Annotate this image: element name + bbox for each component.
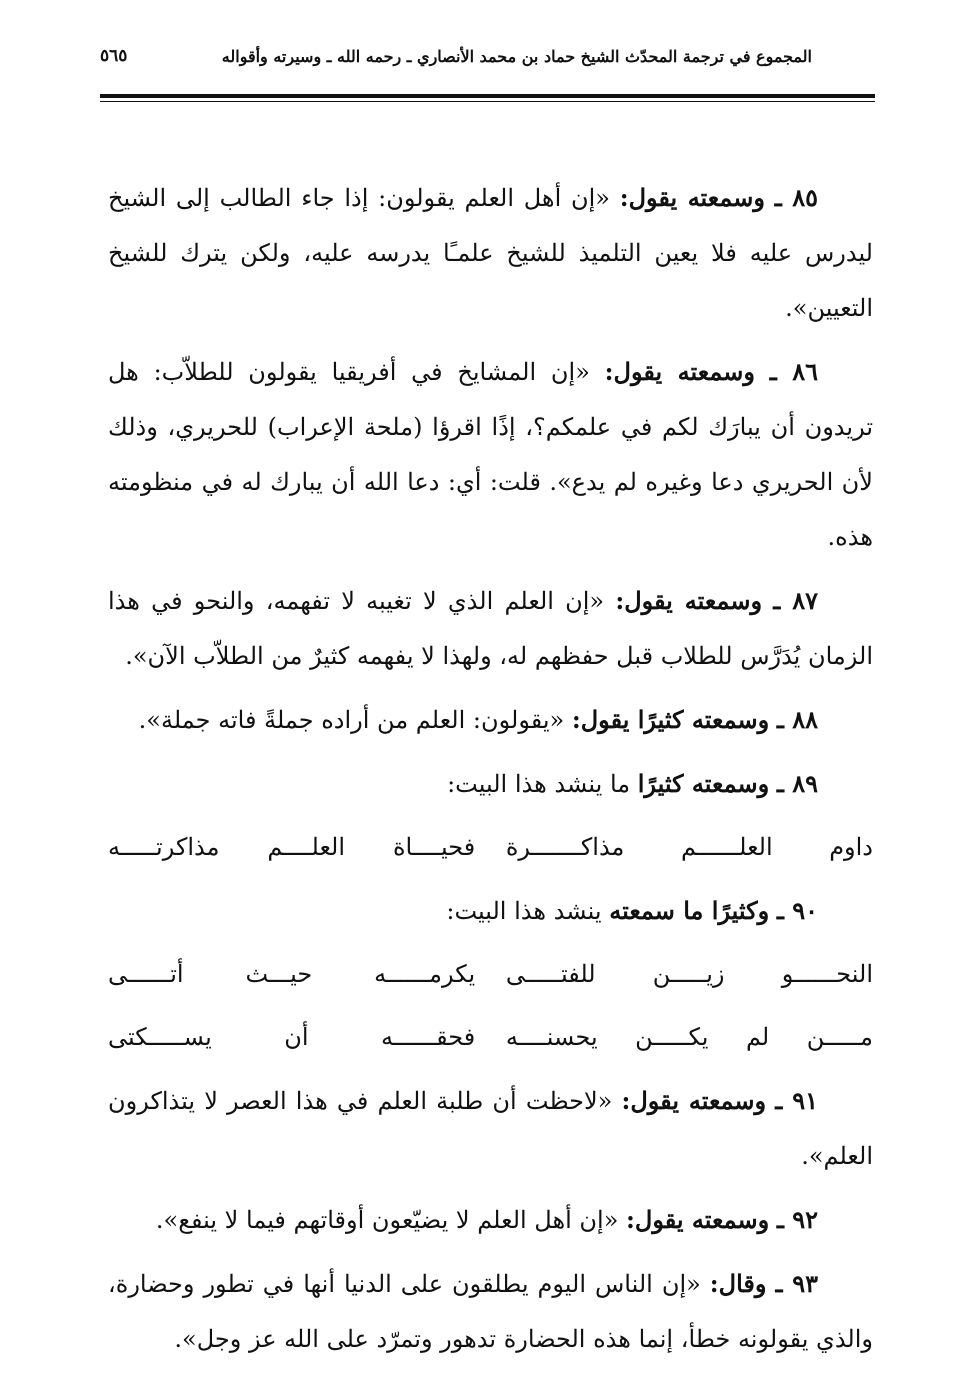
item-lead: وسمعته كثيرًا	[637, 769, 770, 798]
item-lead: وسمعته يقول:	[615, 586, 763, 615]
item-text: «إن الناس اليوم يطلقون على الدنيا أنها في تطور وحضارة، والذي يقولونه خطأ، إنما هذه الحضارة تدهور وتمرّد على الله عز وجل».	[108, 1270, 873, 1353]
verse-line	[108, 820, 873, 875]
paragraph-88	[108, 692, 873, 748]
item-number: ٨٦ ـ	[769, 357, 818, 386]
verse-line	[108, 947, 873, 1002]
item-number: ٩٣ ـ	[775, 1269, 818, 1298]
header-rule-thin	[100, 101, 875, 102]
item-lead: وسمعته يقول:	[621, 1086, 767, 1115]
item-lead: وسمعته يقول:	[619, 183, 765, 212]
item-lead: وسمعته يقول:	[604, 357, 755, 386]
paragraph-87	[108, 573, 873, 684]
item-text: «يقولون: العلم من أراده جملةً فاته جملة».	[138, 706, 572, 734]
item-text: «إن المشايخ في أفريقيا يقولون للطلاّب: هل تريدون أن يبارَك لكم في علمكم؟، إذًا اقرؤا (ملحة الإعراب) للحريري، وذلك لأن الحريري دعا وغيره لم يدع». قلت: أي: دعا الله أن يبارك له في منظومته هذه.	[108, 358, 873, 551]
verse-hemistich-second: يكرمــــــه حيـــث أتــــــى	[108, 960, 476, 988]
paragraph-85	[108, 170, 873, 336]
paragraph-86	[108, 344, 873, 565]
verse-hemistich-first: داوم العلــــــم مذاكـــــــرة	[505, 833, 873, 861]
verse-hemistich-second: فحيــــاة العلــــم مذاكرتـــــه	[108, 833, 476, 861]
item-number: ٩٢ ـ	[776, 1205, 818, 1234]
item-text: «إن أهل العلم لا يضيّعون أوقاتهم فيما لا ينفع».	[155, 1206, 627, 1234]
paragraph-92	[108, 1192, 873, 1248]
verse-line	[108, 1010, 873, 1065]
item-number: ٨٨ ـ	[776, 705, 818, 734]
running-header	[100, 38, 812, 74]
item-text: «إن أهل العلم يقولون: إذا جاء الطالب إلى الشيخ ليدرس عليه فلا يعين التلميذ للشيخ علمـًا يدرسه عليه، ولكن يترك للشيخ التعيين».	[108, 184, 873, 322]
page-number: ٥٦٥	[100, 46, 128, 66]
running-title: المجموع في ترجمة المحدّث الشيخ حماد بن محمد الأنصاري ـ رحمه الله ـ وسيرته وأقواله	[221, 46, 812, 66]
page-body	[108, 170, 873, 1375]
item-number: ٨٥ ـ	[774, 183, 818, 212]
item-lead: وسمعته كثيرًا يقول:	[571, 705, 770, 734]
item-number: ٩٠ ـ	[776, 896, 818, 925]
item-text: «إن العلم الذي لا تغيبه لا تفهمه، والنحو في هذا الزمان يُدَرَّس للطلاب قبل حفظهم له، ولهذا لا يفهمه كثيرٌ من الطلاّب الآن».	[108, 587, 873, 670]
item-text: ما ينشد هذا البيت:	[447, 770, 638, 798]
paragraph-93	[108, 1256, 873, 1367]
item-text: «لاحظت أن طلبة العلم في هذا العصر لا يتذاكرون العلم».	[108, 1087, 873, 1170]
paragraph-90	[108, 883, 873, 939]
item-lead: وسمعته يقول:	[626, 1205, 770, 1234]
paragraph-91	[108, 1073, 873, 1184]
item-lead: وقال:	[709, 1269, 767, 1298]
header-rule-thick	[100, 94, 875, 98]
item-lead: وكثيرًا ما سمعته	[609, 896, 770, 925]
item-text: ينشد هذا البيت:	[446, 897, 610, 925]
verse-hemistich-first: النحــــــو زيـــــن للفتـــــى	[505, 960, 873, 988]
paragraph-89	[108, 756, 873, 812]
item-number: ٩١ ـ	[775, 1086, 818, 1115]
item-number: ٨٧ ـ	[773, 586, 819, 615]
verse-hemistich-first: مـــــن لم يكـــــن يحسنــــه	[505, 1023, 873, 1051]
item-number: ٨٩ ـ	[776, 769, 818, 798]
verse-hemistich-second: فحقــــــه أن يســـــكتى	[108, 1023, 476, 1051]
